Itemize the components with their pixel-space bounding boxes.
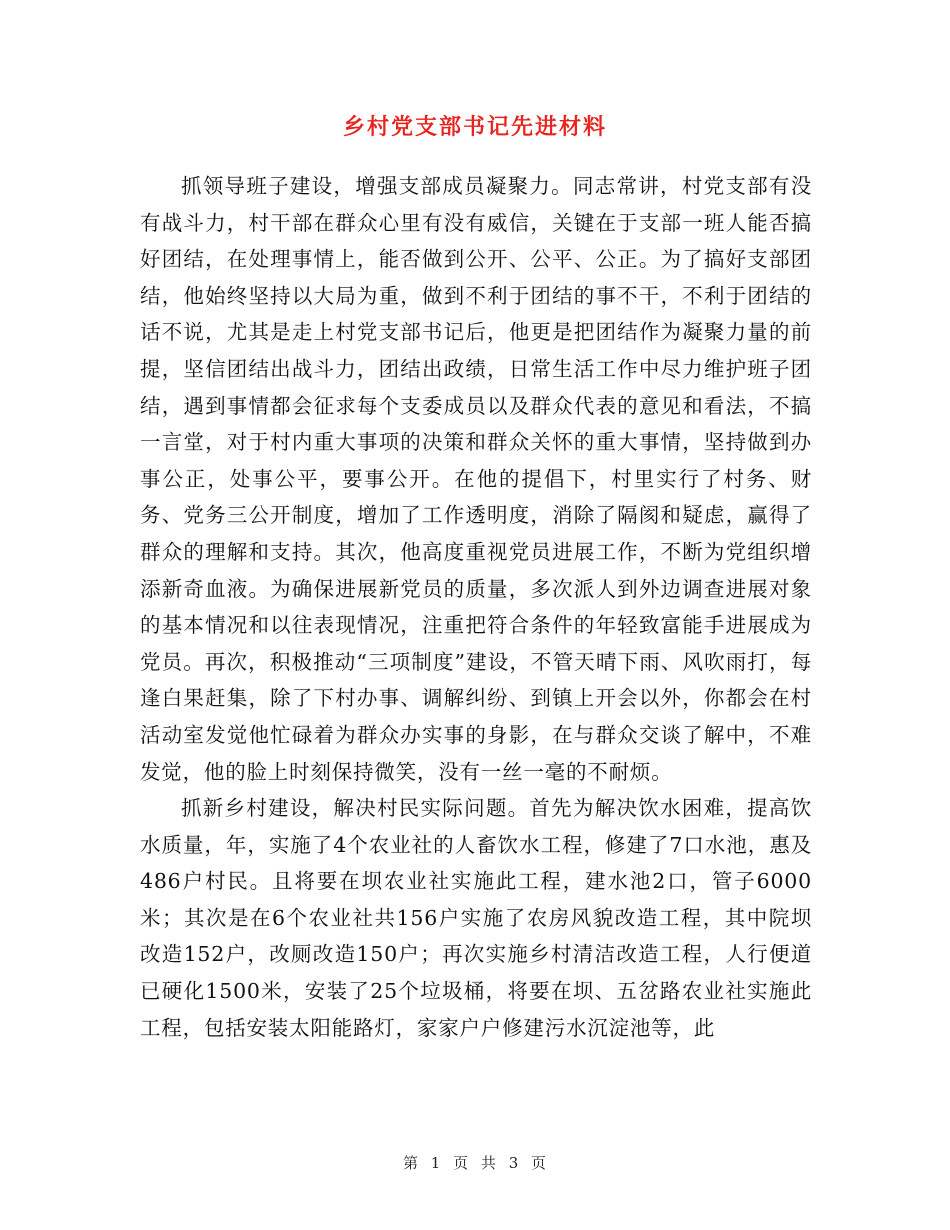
footer-page-number: 1 <box>430 1154 442 1172</box>
document-title: 乡村党支部书记先进材料 <box>342 114 607 140</box>
footer-prefix: 第 <box>402 1154 419 1172</box>
footer-middle-1: 页 <box>453 1154 470 1172</box>
page-footer <box>0 1152 950 1174</box>
footer-page-total: 3 <box>508 1154 520 1172</box>
footer-suffix: 页 <box>531 1154 548 1172</box>
document-body <box>140 168 812 1046</box>
paragraph-1: 抓领导班子建设，增强支部成员凝聚力。同志常讲，村党支部有没有战斗力，村干部在群众心里有没有威信，关键在于支部一班人能否搞好团结，在处理事情上，能否做到公开、公平、公正。为了搞好支部团结，他始终坚持以大局为重，做到不利于团结的事不干，不利于团结的话不说，尤其是走上村党支部书记后，他更是把团结作为凝聚力量的前提，坚信团结出战斗力，团结出政绩，日常生活工作中尽力维护班子团结，遇到事情都会征求每个支委成员以及群众代表的意见和看法，不搞一言堂，对于村内重大事项的决策和群众关怀的重大事情，坚持做到办事公正，处事公平，要事公开。在他的提倡下，村里实行了村务、财务、党务三公开制度，增加了工作透明度，消除了隔阂和疑虑，赢得了群众的理解和支持。其次，他高度重视党员进展工作，不断为党组织增添新奇血液。为确保进展新党员的质量，多次派人到外边调查进展对象的基本情况和以往表现情况，注重把符合条件的年轻致富能手进展成为党员。再次，积极推动“三项制度”建设，不管天晴下雨、风吹雨打，每逢白果赶集，除了下村办事、调解纠纷、到镇上开会以外，你都会在村活动室发觉他忙碌着为群众办实事的身影，在与群众交谈了解中，不难发觉，他的脸上时刻保持微笑，没有一丝一毫的不耐烦。 <box>140 174 812 784</box>
paragraph-2: 抓新乡村建设，解决村民实际问题。首先为解决饮水困难，提高饮水质量，年，实施了4个农业社的人畜饮水工程，修建了7口水池，惠及486户村民。且将要在坝农业社实施此工程，建水池2口，管子6000米；其次是在6个农业社共156户实施了农房风貌改造工程，其中院坝改造152户，改厕改造150户；再次实施乡村清洁改造工程，人行便道已硬化1500米，安装了25个垃圾桶，将要在坝、五岔路农业社实施此工程，包括安装太阳能路灯，家家户户修建污水沉淀池等，此 <box>140 796 812 1040</box>
footer-middle-2: 共 <box>480 1154 497 1172</box>
